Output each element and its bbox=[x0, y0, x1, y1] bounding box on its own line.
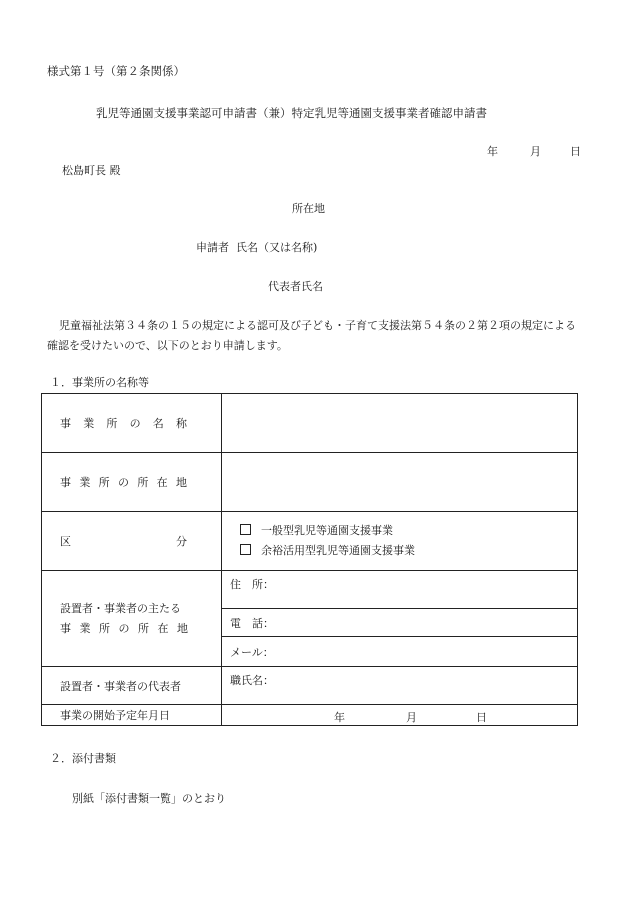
section2-text: 別紙「添付書類一覧」のとおり bbox=[72, 792, 226, 805]
representative-name-label: 代表者氏名 bbox=[268, 280, 323, 293]
label-char: 業 bbox=[83, 417, 95, 430]
start-date-month: 月 bbox=[406, 711, 417, 724]
checkbox-general[interactable] bbox=[240, 524, 251, 535]
start-date-year: 年 bbox=[334, 711, 345, 724]
label-char: 事 bbox=[60, 417, 71, 430]
label-char: 地 bbox=[175, 476, 187, 489]
label-char: 所 bbox=[106, 417, 118, 430]
date-year-label: 年 bbox=[487, 145, 498, 158]
label-char: の bbox=[129, 417, 141, 430]
date-month-label: 月 bbox=[530, 145, 541, 158]
category-option-surplus[interactable] bbox=[240, 541, 577, 561]
founder-phone-label: 電 話： bbox=[230, 616, 274, 630]
facility-location-field[interactable] bbox=[222, 453, 578, 512]
facility-name-label bbox=[42, 394, 222, 453]
date-day-label: 日 bbox=[570, 145, 581, 158]
option-general-label: 一般型乳児等通園支援事業 bbox=[261, 524, 393, 537]
label-char: 区 bbox=[60, 535, 71, 548]
row-start-date bbox=[42, 705, 578, 726]
founder-office-label bbox=[42, 571, 222, 667]
label-char: 業 bbox=[79, 621, 91, 635]
facility-location-label bbox=[42, 453, 222, 512]
founder-address-label: 住 所： bbox=[230, 578, 274, 591]
representative-label bbox=[42, 667, 222, 705]
applicant-address-label: 所在地 bbox=[292, 202, 325, 215]
row-facility-location bbox=[42, 453, 578, 512]
page-title: 乳児等通園支援事業認可申請書（兼）特定乳児等通園支援事業者確認申請書 bbox=[96, 106, 487, 120]
label-char: 所 bbox=[138, 621, 149, 635]
representative-field-label: 職氏名： bbox=[230, 674, 274, 687]
section2-heading: ２．添付書類 bbox=[50, 752, 116, 765]
row-category bbox=[42, 512, 578, 571]
category-options bbox=[222, 512, 578, 571]
option-surplus-label: 余裕活用型乳児等通園支援事業 bbox=[261, 544, 415, 557]
founder-mail-label: メール： bbox=[230, 645, 274, 659]
applicant-name-label: 氏名（又は名称) bbox=[236, 241, 318, 254]
founder-address-field[interactable] bbox=[222, 571, 578, 609]
label-char: 業 bbox=[79, 476, 91, 489]
founder-label-line1: 設置者・事業者の主たる bbox=[60, 601, 181, 615]
label-char: 在 bbox=[156, 476, 168, 489]
body-text: 児童福祉法第３４条の１５の規定による認可及び子ども・子育て支援法第５４条の２第２項の規定による確認を受けたいので、以下のとおり申請します。 bbox=[47, 319, 576, 352]
category-option-general[interactable] bbox=[240, 521, 577, 541]
label-char: 所 bbox=[98, 476, 110, 489]
label-char: 所 bbox=[99, 621, 110, 635]
label-char: 地 bbox=[177, 621, 188, 635]
applicant-label: 申請者 bbox=[196, 241, 229, 254]
label-char: 名 bbox=[152, 417, 164, 430]
form-number: 様式第１号（第２条関係） bbox=[47, 64, 185, 78]
start-date-field[interactable] bbox=[222, 705, 578, 726]
row-facility-name bbox=[42, 394, 578, 453]
founder-mail-field[interactable] bbox=[222, 637, 578, 667]
label-char: 称 bbox=[175, 417, 187, 430]
facility-info-table bbox=[41, 393, 578, 726]
label-char: 分 bbox=[176, 535, 187, 548]
label-char: 事 bbox=[60, 621, 71, 635]
label-char: 在 bbox=[157, 621, 169, 635]
label-char: 所 bbox=[137, 476, 149, 489]
founder-phone-field[interactable] bbox=[222, 609, 578, 637]
start-date-day: 日 bbox=[476, 711, 487, 724]
label-char: の bbox=[118, 621, 130, 635]
label-char: 事 bbox=[60, 476, 71, 489]
addressee: 松島町長 殿 bbox=[62, 164, 121, 177]
representative-label-text: 設置者・事業者の代表者 bbox=[60, 679, 181, 693]
checkbox-surplus[interactable] bbox=[240, 544, 251, 555]
row-founder-address bbox=[42, 571, 578, 609]
start-date-label bbox=[42, 705, 222, 726]
label-char: の bbox=[117, 476, 129, 489]
representative-field[interactable] bbox=[222, 667, 578, 705]
row-representative bbox=[42, 667, 578, 705]
start-date-label-text: 事業の開始予定年月日 bbox=[60, 709, 170, 722]
section1-heading: １．事業所の名称等 bbox=[50, 376, 149, 389]
category-label bbox=[42, 512, 222, 571]
facility-name-field[interactable] bbox=[222, 394, 578, 453]
